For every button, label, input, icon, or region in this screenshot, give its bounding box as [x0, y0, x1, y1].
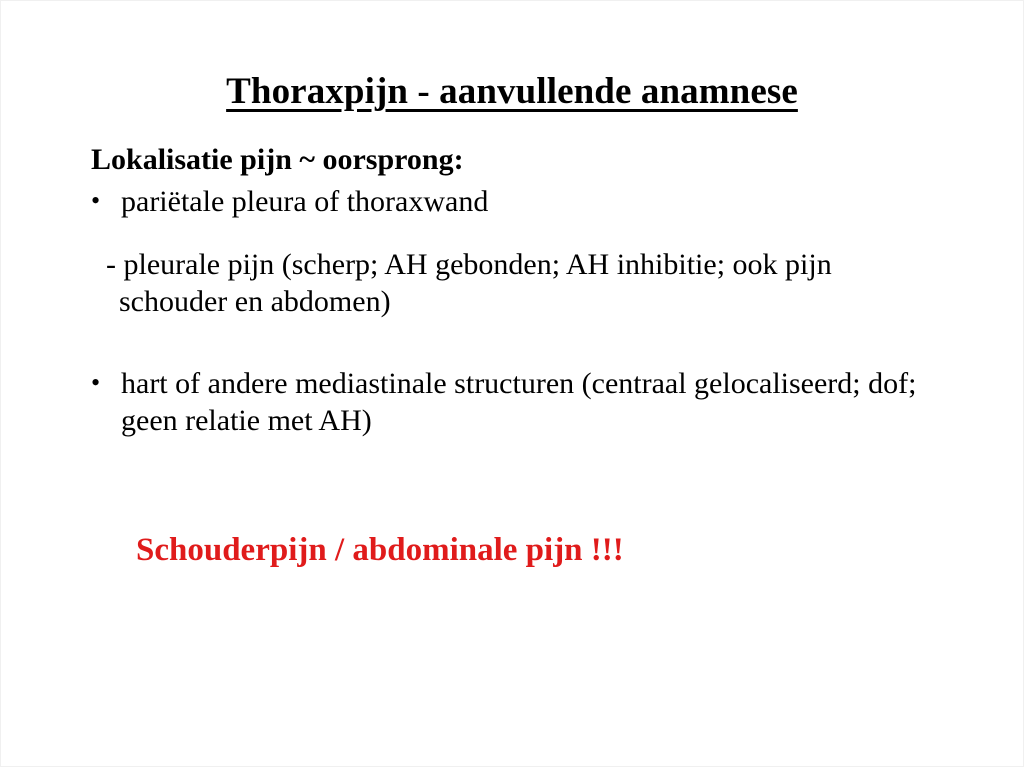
spacer	[91, 439, 963, 531]
list-item-label: pariëtale pleura of thoraxwand	[121, 185, 489, 219]
emphasis-text: Schouderpijn / abdominale pijn !!!	[136, 532, 624, 569]
list-item	[91, 184, 963, 221]
bullet-point-icon: •	[91, 368, 101, 398]
sub-list-item: - pleurale pijn (scherp; AH gebonden; AH inhibitie; ook pijn schouder en abdomen)	[106, 247, 832, 318]
slide-body	[1, 142, 1023, 571]
page-title-text: Thoraxpijn - aanvullende anamnese	[226, 71, 798, 112]
section-heading: Lokalisatie pijn ~ oorsprong:	[91, 143, 464, 176]
page-title	[1, 1, 1023, 110]
list-item	[91, 366, 963, 439]
spacer	[91, 221, 963, 247]
spacer	[91, 320, 963, 366]
list-item-label: hart of andere mediastinale structuren (centraal gelocaliseerd; dof; geen relatie met AH)	[121, 367, 917, 437]
bullet-point-icon: •	[91, 186, 101, 216]
